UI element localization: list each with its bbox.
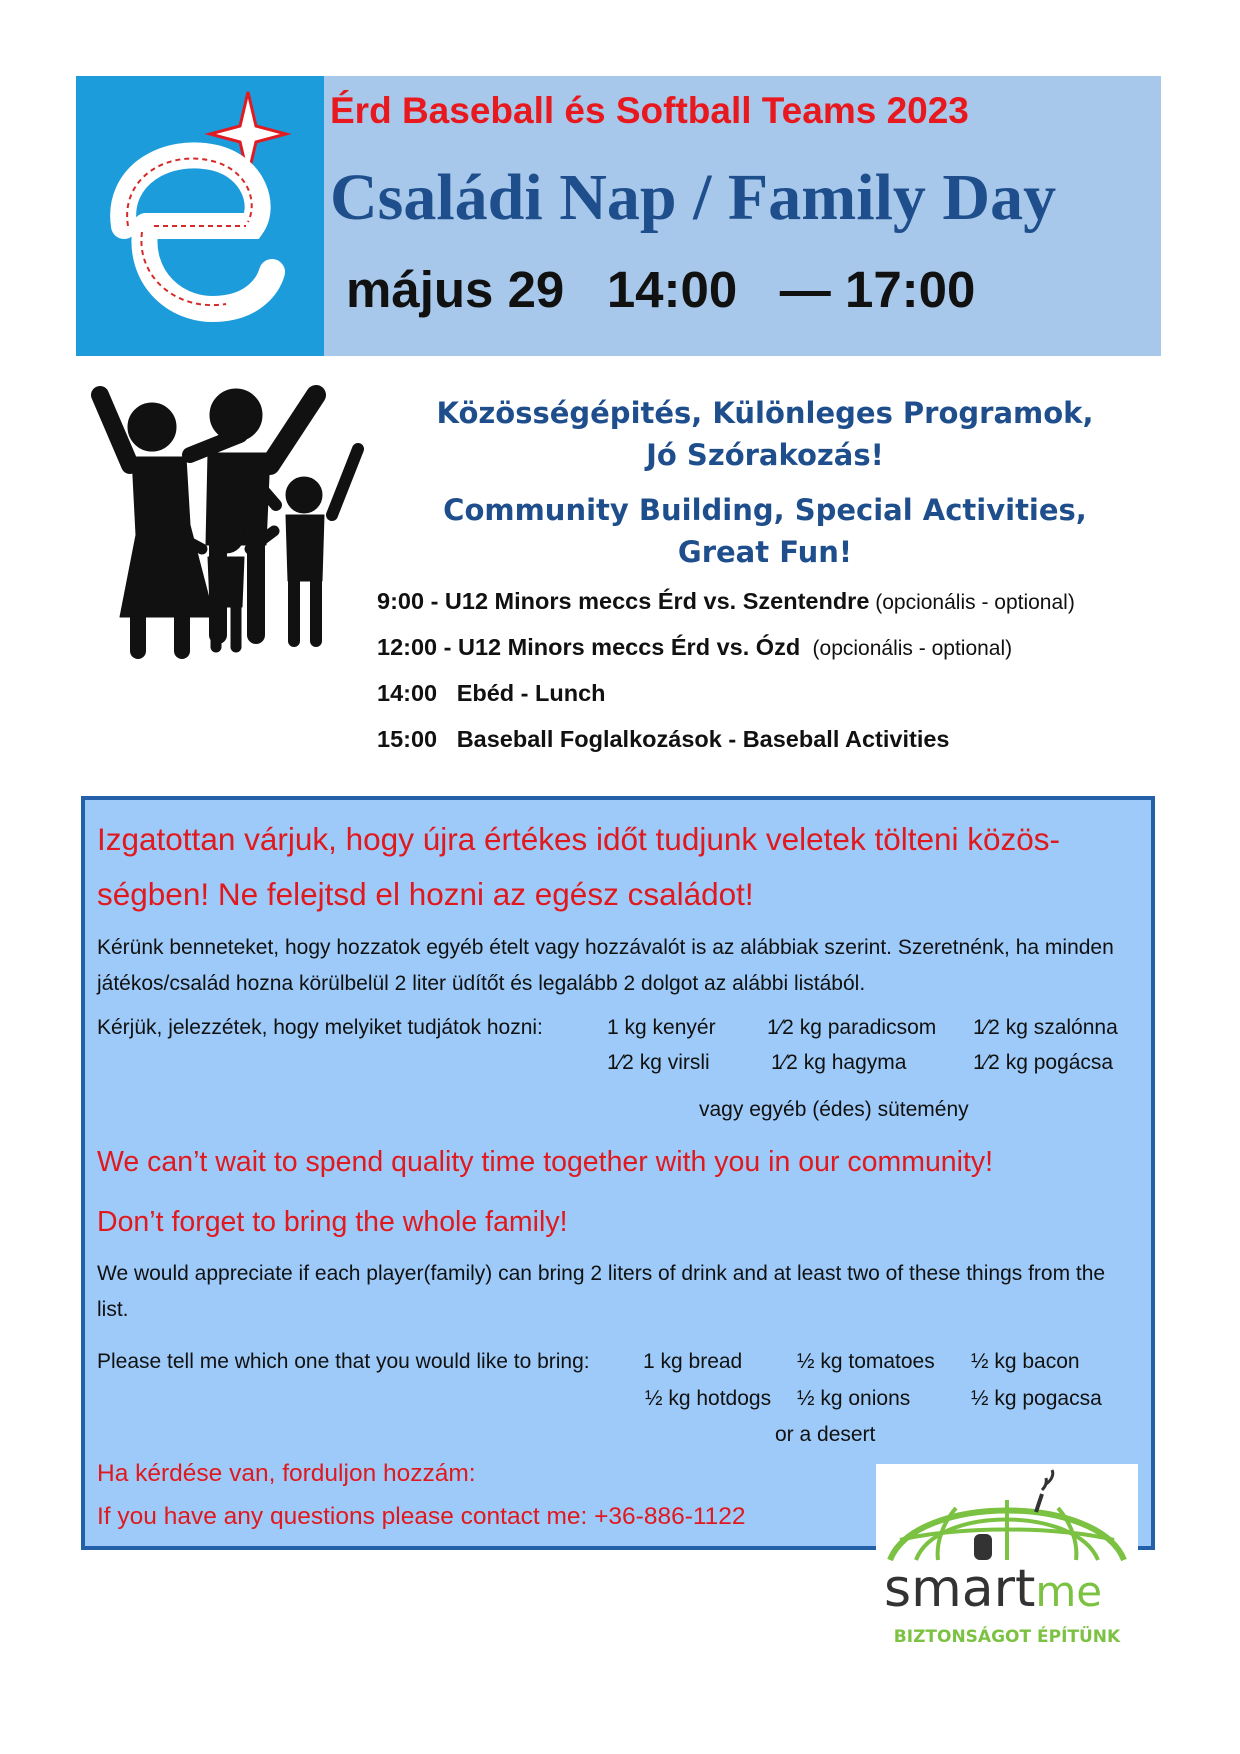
smartme-logo-icon: [876, 1464, 1138, 1656]
en-headline-2: Don’t forget to bring the whole family!: [97, 1206, 568, 1238]
hu-ask-label: Kérjük, jelezzétek, hogy melyiket tudjátok hozni:: [97, 1016, 543, 1039]
sponsor-slogan: BIZTONSÁGOT ÉPÍTÜNK: [893, 1627, 1121, 1647]
header-banner: [76, 76, 1161, 356]
hu-item: 1⁄2 kg virsli: [607, 1051, 710, 1074]
en-item: ½ kg onions: [797, 1387, 911, 1410]
tagline-hungarian: [385, 392, 1145, 476]
contact-hu: Ha kérdése van, forduljon hozzám:: [97, 1460, 476, 1487]
team-logo: [76, 76, 324, 356]
hu-headline: [97, 812, 1060, 922]
event-title: Családi Nap / Family Day: [330, 161, 1057, 234]
tagline-english: [385, 489, 1145, 573]
en-item: ½ kg bacon: [971, 1350, 1080, 1373]
baseball-e-logo-icon: [76, 76, 324, 356]
en-or-item: or a desert: [775, 1423, 876, 1446]
hu-item: 1⁄2 kg paradicsom: [767, 1016, 937, 1039]
schedule-item-note: (opcionális - optional): [806, 637, 1013, 660]
en-request-text: We would appreciate if each player(family) can bring 2 liters of drink and at least two of these things from the list.: [97, 1262, 1106, 1321]
hu-headline-line2: ségben! Ne felejtsd el hozni az egész családot!: [97, 876, 754, 912]
hu-item: 1⁄2 kg szalónna: [973, 1016, 1118, 1039]
en-item: ½ kg tomatoes: [797, 1350, 935, 1373]
family-icon: [90, 385, 370, 665]
end-time: 17:00: [844, 261, 976, 318]
schedule-item-main: 15:00 Baseball Foglalkozások - Baseball Activities: [377, 726, 950, 752]
tagline-en-line1: Community Building, Special Activities,: [443, 493, 1087, 527]
sponsor-logo: [876, 1464, 1138, 1656]
schedule-item-main: 9:00 - U12 Minors meccs Érd vs. Szentendre: [377, 588, 870, 614]
event-datetime: [346, 260, 975, 319]
time-dash: —: [779, 261, 831, 318]
en-item: 1 kg bread: [643, 1350, 743, 1373]
hu-or-item: vagy egyéb (édes) sütemény: [699, 1098, 969, 1121]
schedule-item-note: (opcionális - optional): [869, 591, 1075, 614]
hu-item: 1⁄2 kg hagyma: [771, 1051, 907, 1074]
en-headline-1: We can’t wait to spend quality time together with you in our community!: [97, 1146, 994, 1178]
tagline-hu-line2: Jó Szórakozás!: [646, 438, 884, 472]
hu-request-text: Kérünk benneteket, hogy hozzatok egyéb ételt vagy hozzávalót is az alábbiak szerint. Szeretnénk, ha minden játékos/család hozna körülbelül 2 liter üdítőt és legalább 2 dolgot az alábbi listából.: [97, 936, 1114, 995]
start-time: 14:00: [606, 261, 738, 318]
hu-item: 1⁄2 kg pogácsa: [973, 1051, 1114, 1074]
hu-headline-line1: Izgatottan várjuk, hogy újra értékes időt tudjunk veletek tölteni közös-: [97, 821, 1061, 857]
schedule-item: [377, 680, 1075, 726]
info-box: [81, 796, 1155, 1550]
schedule-item-main: 12:00 - U12 Minors meccs Érd vs. Ózd: [377, 634, 807, 660]
schedule-item-main: 14:00 Ebéd - Lunch: [377, 680, 606, 706]
en-ask-label: Please tell me which one that you would like to bring:: [97, 1350, 590, 1373]
schedule-item: [377, 726, 1075, 772]
schedule-item: [377, 634, 1075, 680]
sponsor-name: smartme: [884, 1559, 1103, 1619]
tagline-hu-line1: Közösségépités, Különleges Programok,: [436, 396, 1094, 430]
hu-item: 1 kg kenyér: [607, 1016, 716, 1039]
en-item: ½ kg pogacsa: [971, 1387, 1102, 1410]
schedule-list: [377, 588, 1075, 772]
event-date: május 29: [346, 261, 565, 318]
schedule-item: [377, 588, 1075, 634]
team-title: Érd Baseball és Softball Teams 2023: [330, 90, 969, 131]
tagline-en-line2: Great Fun!: [677, 535, 853, 569]
contact-en: If you have any questions please contact me: +36-886-1122: [97, 1503, 746, 1530]
en-item: ½ kg hotdogs: [645, 1387, 772, 1410]
